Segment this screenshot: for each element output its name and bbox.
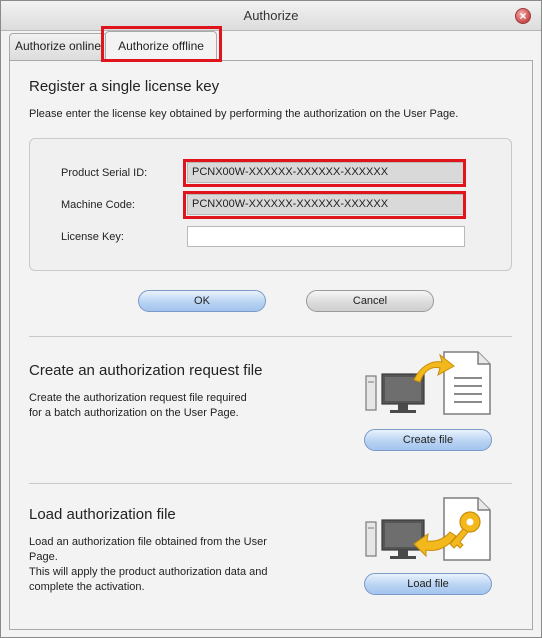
load-file-button[interactable]: Load file	[364, 573, 492, 595]
register-heading: Register a single license key	[29, 78, 220, 95]
cancel-button[interactable]: Cancel	[306, 290, 434, 312]
window-title: Authorize	[243, 8, 299, 23]
load-line-3: This will apply the product authorization data and	[29, 566, 268, 578]
title-bar	[1, 1, 541, 31]
tab-authorize-offline[interactable]: Authorize offline	[105, 31, 217, 61]
machine-code-highlight	[183, 191, 466, 219]
create-file-button[interactable]: Create file	[364, 429, 492, 451]
product-serial-highlight	[183, 159, 466, 187]
license-key-label: License Key:	[61, 231, 124, 243]
machine-code-field: PCNX00W-XXXXXX-XXXXXX-XXXXXX	[187, 194, 465, 215]
ok-button[interactable]: OK	[138, 290, 266, 312]
computer-to-document-icon	[362, 348, 494, 418]
key-to-computer-icon	[362, 494, 494, 564]
divider-1	[29, 336, 512, 337]
product-serial-label: Product Serial ID:	[61, 167, 148, 179]
machine-code-label: Machine Code:	[61, 199, 135, 211]
load-line-2: Page.	[29, 551, 58, 563]
request-line-2: for a batch authorization on the User Page.	[29, 407, 239, 419]
request-heading: Create an authorization request file	[29, 362, 263, 379]
close-icon[interactable]: ×	[515, 8, 531, 24]
register-description: Please enter the license key obtained by performing the authorization on the User Page.	[29, 108, 459, 120]
product-serial-field: PCNX00W-XXXXXX-XXXXXX-XXXXXX	[187, 162, 465, 183]
load-line-4: complete the activation.	[29, 581, 145, 593]
load-heading: Load authorization file	[29, 506, 176, 523]
divider-2	[29, 483, 512, 484]
request-line-1: Create the authorization request file required	[29, 392, 247, 404]
tab-highlight	[101, 26, 222, 62]
tab-authorize-online[interactable]: Authorize online	[9, 33, 107, 60]
license-key-input[interactable]	[187, 226, 465, 247]
load-line-1: Load an authorization file obtained from the User	[29, 536, 267, 548]
